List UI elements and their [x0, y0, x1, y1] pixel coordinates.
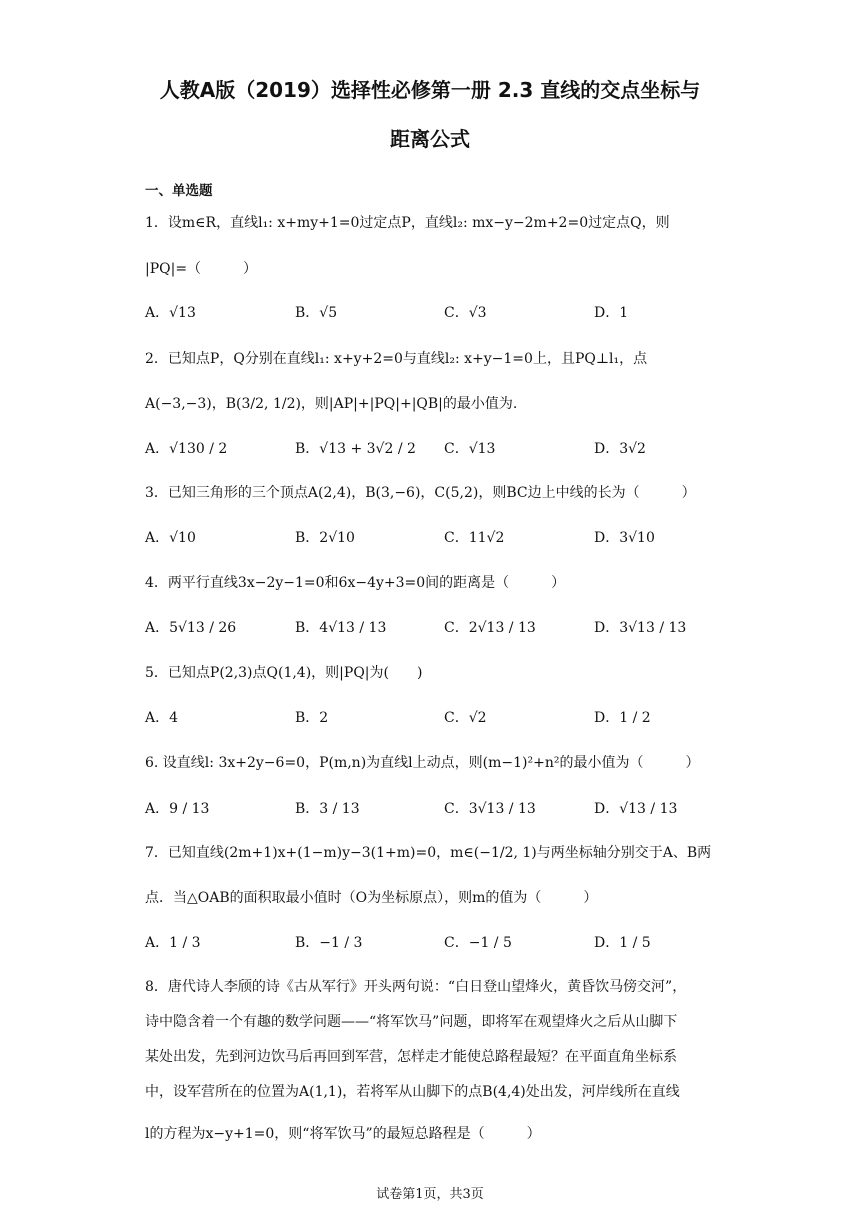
q7-option-d: D．1 / 5: [594, 935, 651, 951]
q4-line1: 4．两平行直线3x−2y−1=0和6x−4y+3=0间的距离是（ ）: [145, 575, 566, 591]
q8-line5: l的方程为x−y+1=0，则“将军饮马”的最短总路程是（ ）: [145, 1126, 541, 1142]
q5-option-a: A．4: [145, 710, 179, 726]
q1-option-d: D．1: [594, 305, 629, 321]
page-title-line1: 人教A版（2019）选择性必修第一册 2.3 直线的交点坐标与: [159, 78, 701, 102]
q6-option-a: A．9 / 13: [145, 801, 210, 817]
q7-option-a: A．1 / 3: [145, 935, 201, 951]
q7-option-b: B．−1 / 3: [295, 935, 363, 951]
q1-option-a: A．√13: [145, 305, 196, 321]
q3-option-c: C．11√2: [444, 530, 505, 546]
q3-option-a: A．√10: [145, 530, 196, 546]
q5-option-b: B．2: [295, 710, 329, 726]
q5-option-c: C．√2: [444, 710, 487, 726]
q6-option-b: B．3 / 13: [295, 801, 360, 817]
q2-option-d: D．3√2: [594, 441, 646, 457]
q5-line1: 5．已知点P(2,3)点Q(1,4)，则|PQ|为( ): [145, 665, 423, 681]
q2-line1: 2．已知点P，Q分别在直线l₁: x+y+2=0与直线l₂: x+y−1=0上，且PQ⊥l₁，点: [145, 351, 648, 367]
q4-option-c: C．2√13 / 13: [444, 620, 536, 636]
q1-option-b: B．√5: [295, 305, 338, 321]
q1-option-c: C．√3: [444, 305, 487, 321]
q7-option-c: C．−1 / 5: [444, 935, 512, 951]
q5-option-d: D．1 / 2: [594, 710, 651, 726]
q2-option-a: A．√130 / 2: [145, 441, 228, 457]
q1-line1: 1．设m∈R，直线l₁: x+my+1=0过定点P，直线l₂: mx−y−2m+2=0过定点Q，则: [145, 215, 670, 231]
q8-line4: 中，设军营所在的位置为A(1,1)，若将军从山脚下的点B(4,4)处出发，河岸线所在直线: [145, 1084, 680, 1100]
q6-line1: 6. 设直线l: 3x+2y−6=0，P(m,n)为直线l上动点，则(m−1)²+n²的最小值为（ ）: [145, 755, 700, 771]
q6-option-c: C．3√13 / 13: [444, 801, 536, 817]
q2-option-c: C．√13: [444, 441, 496, 457]
q3-line1: 3．已知三角形的三个顶点A(2,4)，B(3,−6)，C(5,2)，则BC边上中线的长为（ ）: [145, 485, 696, 501]
q3-option-b: B．2√10: [295, 530, 355, 546]
q8-line2: 诗中隐含着一个有趣的数学问题——“将军饮马”问题，即将军在观望烽火之后从山脚下: [145, 1014, 678, 1030]
page-footer: 试卷第1页，共3页: [376, 1187, 484, 1202]
q2-line2: A(−3,−3)，B(3/2, 1/2)，则|AP|+|PQ|+|QB|的最小值为.: [145, 396, 518, 412]
q3-option-d: D．3√10: [594, 530, 655, 546]
q4-option-a: A．5√13 / 26: [145, 620, 237, 636]
section-heading: 一、单选题: [145, 183, 213, 199]
q1-line2: |PQ|=（ ）: [145, 261, 258, 277]
q8-line3: 某处出发，先到河边饮马后再回到军营，怎样走才能使总路程最短？在平面直角坐标系: [145, 1049, 677, 1065]
q2-option-b: B．√13 + 3√2 / 2: [295, 441, 416, 457]
q7-line2: 点．当△OAB的面积取最小值时（O为坐标原点），则m的值为（ ）: [145, 890, 598, 906]
q4-option-b: B．4√13 / 13: [295, 620, 387, 636]
q4-option-d: D．3√13 / 13: [594, 620, 687, 636]
q7-line1: 7．已知直线(2m+1)x+(1−m)y−3(1+m)=0，m∈(−1/2, 1)与两坐标轴分别交于A、B两: [145, 845, 712, 861]
q8-line1: 8．唐代诗人李颀的诗《古从军行》开头两句说：“白日登山望烽火，黄昏饮马傍交河”，: [145, 979, 687, 995]
page-title-line2: 距离公式: [390, 127, 470, 151]
q6-option-d: D．√13 / 13: [594, 801, 678, 817]
